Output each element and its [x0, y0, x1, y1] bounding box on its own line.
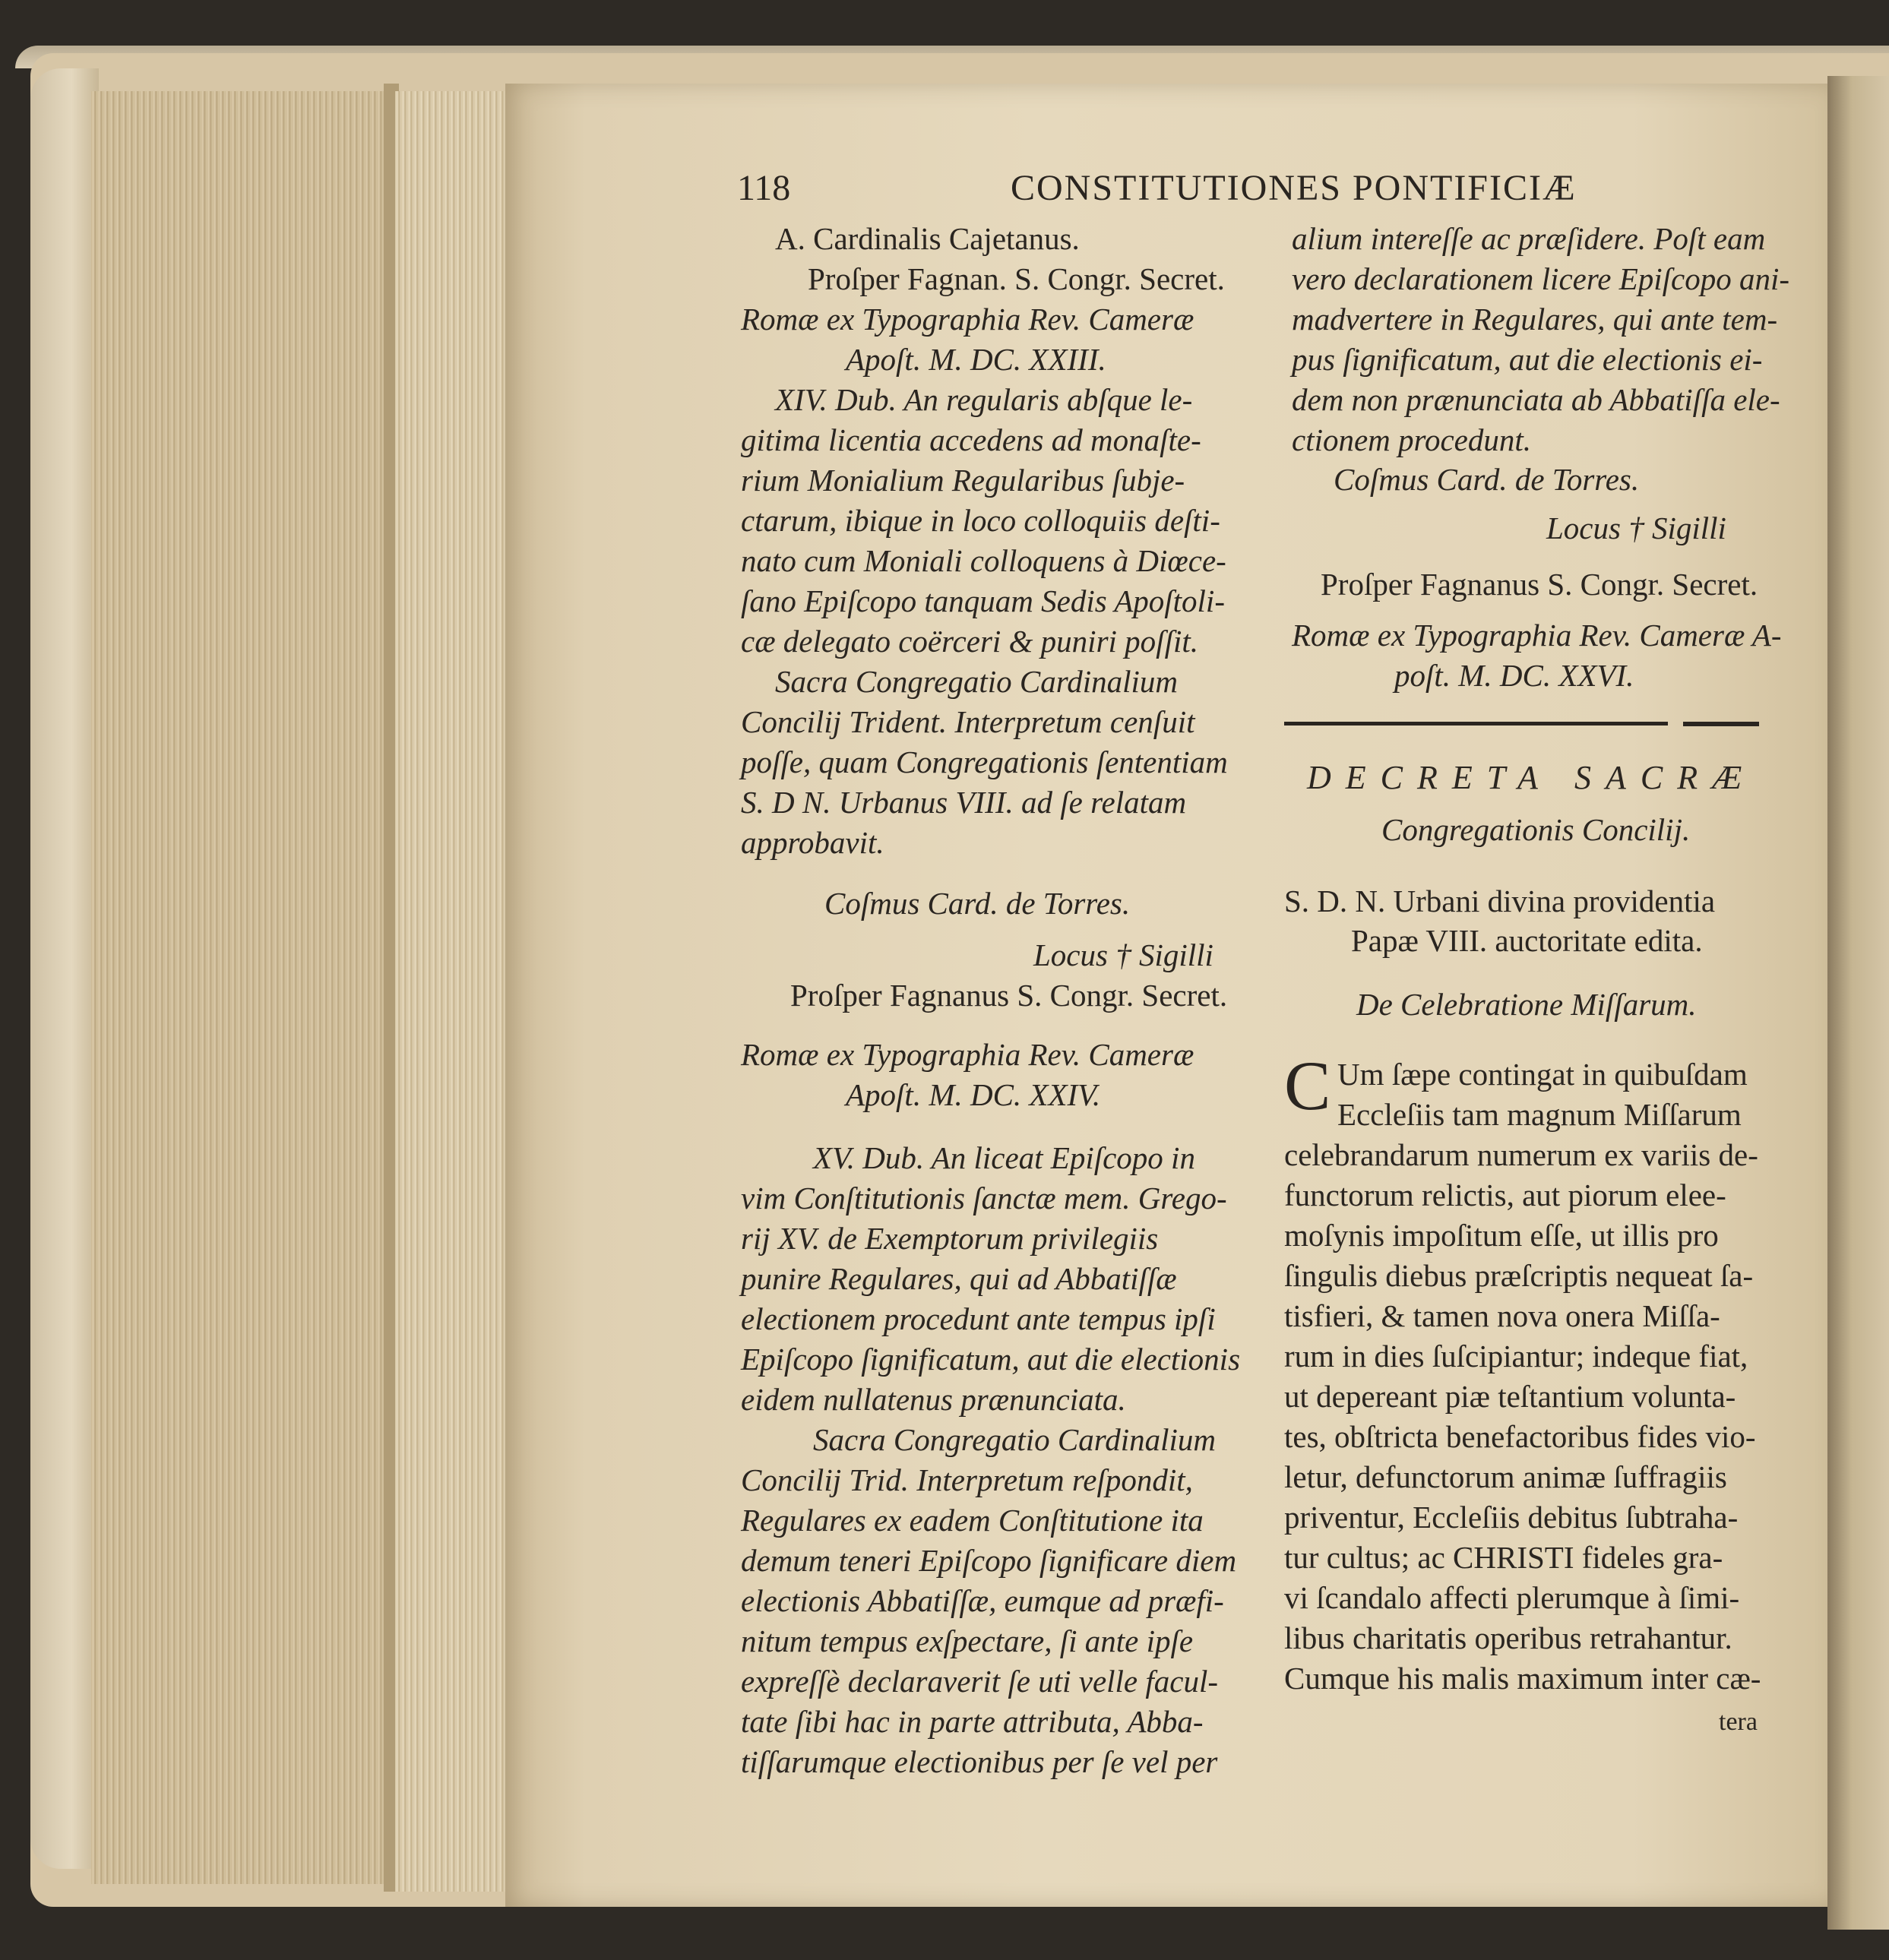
- text-line: rum in dies ſuſcipiantur; indeque fiat,: [1284, 1339, 1748, 1374]
- section-rule: [1683, 722, 1759, 726]
- text-line: Concilij Trident. Interpretum cenſuit: [741, 704, 1195, 739]
- seal-line: Locus † Sigilli: [1546, 511, 1726, 545]
- drop-cap: C: [1284, 1047, 1331, 1124]
- text-line: celebrandarum numerum ex variis de-: [1284, 1137, 1758, 1172]
- text-line: nato cum Moniali colloquens à Diœce-: [741, 543, 1226, 578]
- text-line: rium Monialium Regularibus ſubje-: [741, 463, 1185, 498]
- text-line: demum teneri Epiſcopo ſignificare diem: [741, 1543, 1237, 1578]
- text-line: Sacra Congregatio Cardinalium: [775, 664, 1178, 699]
- text-line: tate ſibi hac in parte attributa, Abba-: [741, 1704, 1204, 1739]
- section-subheading: Congregationis Concilij.: [1381, 812, 1691, 847]
- text-line: functorum relictis, aut piorum elee-: [1284, 1178, 1726, 1212]
- text-line: approbavit.: [741, 825, 884, 860]
- text-line: punire Regulares, qui ad Abbatiſſæ: [741, 1261, 1177, 1296]
- text-line: S. D. N. Urbani divina providentia: [1284, 884, 1716, 918]
- text-line: priventur, Eccleſiis debitus ſubtraha-: [1284, 1500, 1739, 1535]
- text-line: Concilij Trid. Interpretum reſpondit,: [741, 1462, 1193, 1497]
- text-line: vim Conſtitutionis ſanctæ mem. Grego-: [741, 1181, 1227, 1216]
- text-line: ſano Epiſcopo tanquam Sedis Apoſtoli-: [741, 583, 1225, 618]
- signature-line: Coſmus Card. de Torres.: [824, 886, 1131, 921]
- text-line: S. D N. Urbanus VIII. ad ſe relatam: [741, 785, 1187, 820]
- vellum-binding: [30, 68, 99, 1869]
- text-line: vi ſcandalo affecti plerumque à ſimi-: [1284, 1580, 1740, 1615]
- text-line: ctarum, ibique in loco colloquiis deſti-: [741, 503, 1220, 538]
- page-edges-right: [395, 91, 509, 1892]
- text-line: madvertere in Regulares, qui ante tem-: [1292, 302, 1778, 337]
- text-line: expreſſè declaraverit ſe uti velle facul-: [741, 1664, 1219, 1699]
- text-line: tes, obſtricta benefactoribus fides vio-: [1284, 1419, 1756, 1454]
- text-line: tisfieri, & tamen nova onera Miſſa-: [1284, 1298, 1720, 1333]
- text-line: gitima licentia accedens ad monaſte-: [741, 422, 1201, 457]
- text-line: cæ delegato coërceri & puniri poſſit.: [741, 624, 1198, 659]
- text-line: Sacra Congregatio Cardinalium: [813, 1422, 1216, 1457]
- text-line: Proſper Fagnanus S. Congr. Secret.: [1321, 567, 1758, 602]
- text-line: Proſper Fagnanus S. Congr. Secret.: [790, 978, 1228, 1013]
- text-line: rij XV. de Exemptorum privilegiis: [741, 1221, 1159, 1256]
- text-line: dem non prænunciata ab Abbatiſſa ele-: [1292, 382, 1780, 417]
- imprint-line: Romæ ex Typographia Rev. Cameræ A-: [1292, 618, 1782, 653]
- catchword: tera: [1719, 1708, 1758, 1736]
- text-line: A. Cardinalis Cajetanus.: [775, 221, 1080, 256]
- text-line: tiſſarumque electionibus per ſe vel per: [741, 1744, 1218, 1779]
- text-line: XIV. Dub. An regularis abſque le-: [775, 382, 1193, 417]
- text-line: poſſe, quam Congregationis ſententiam: [741, 744, 1228, 779]
- text-line: libus charitatis operibus retrahantur.: [1284, 1620, 1732, 1655]
- text-line: vero declarationem licere Epiſcopo ani-: [1292, 261, 1790, 296]
- text-line: Proſper Fagnan. S. Congr. Secret.: [808, 261, 1225, 296]
- text-line: Papæ VIII. auctoritate edita.: [1351, 923, 1703, 958]
- text-line: tur cultus; ac CHRISTI fideles gra-: [1284, 1540, 1723, 1575]
- text-line: XV. Dub. An liceat Epiſcopo in: [813, 1140, 1195, 1175]
- signature-line: Coſmus Card. de Torres.: [1334, 462, 1640, 497]
- section-heading: DECRETA SACRÆ: [1307, 759, 1757, 796]
- text-line: electionis Abbatiſſæ, eumque ad præfi-: [741, 1583, 1224, 1618]
- imprint-line: Romæ ex Typographia Rev. Cameræ: [741, 302, 1194, 337]
- text-line: eidem nullatenus prænunciata.: [741, 1382, 1126, 1417]
- running-title: CONSTITUTIONES PONTIFICIÆ: [1011, 168, 1577, 208]
- text-line: Epiſcopo ſignificatum, aut die electionis: [741, 1342, 1241, 1377]
- text-line: Um ſæpe contingat in quibuſdam: [1337, 1057, 1748, 1092]
- seal-line: Locus † Sigilli: [1033, 937, 1213, 972]
- section-rule: [1284, 722, 1668, 726]
- text-line: electionem procedunt ante tempus ipſi: [741, 1301, 1216, 1336]
- text-line: Eccleſiis tam magnum Miſſarum: [1337, 1097, 1742, 1132]
- imprint-line: Romæ ex Typographia Rev. Cameræ: [741, 1037, 1194, 1072]
- page-number: 118: [737, 168, 791, 208]
- text-line: nitum tempus exſpectare, ſi ante ipſe: [741, 1623, 1194, 1658]
- text-line: pus ſignificatum, aut die electionis ei-: [1292, 342, 1763, 377]
- page-edges-left: [91, 91, 388, 1884]
- text-line: ut depereant piæ teſtantium volunta-: [1284, 1379, 1736, 1414]
- text-line: ſingulis diebus præſcriptis nequeat ſa-: [1284, 1258, 1754, 1293]
- text-line: alium intereſſe ac præſidere. Poſt eam: [1292, 221, 1766, 256]
- imprint-line: Apoſt. M. DC. XXIV.: [846, 1077, 1101, 1112]
- decree-title: De Celebratione Miſſarum.: [1356, 987, 1697, 1022]
- text-line: letur, defunctorum animæ ſuffragiis: [1284, 1459, 1727, 1494]
- text-line: ctionem procedunt.: [1292, 422, 1532, 457]
- text-line: Cumque his malis maximum inter cæ-: [1284, 1661, 1761, 1696]
- imprint-line: poſt. M. DC. XXVI.: [1394, 658, 1634, 693]
- imprint-line: Apoſt. M. DC. XXIII.: [846, 342, 1106, 377]
- book-gutter: [1827, 76, 1889, 1930]
- text-line: Regulares ex eadem Conſtitutione ita: [741, 1503, 1204, 1538]
- text-line: moſynis impoſitum eſſe, ut illis pro: [1284, 1218, 1719, 1253]
